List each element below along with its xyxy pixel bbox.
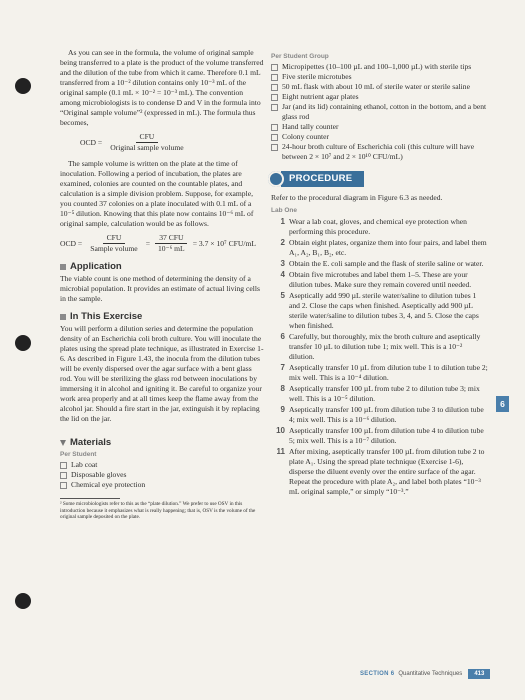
checkbox-icon — [271, 104, 278, 111]
paragraph-exercise: You will perform a dilution series and determine the population density of an Escherichia coli broth culture. You will inoculate the plates using the spread plate technique, as illustrated in Exercise 1-6. As described in Figure 1.43, the inocula from the dilution tubes will be evenly dispersed over the agar surface with a bent glass rod. You will be sterilizing the glass rod between inoculations by immersing it in alcohol and igniting it. Be careful to organize your work area properly and at all times keep the flame away from the alcohol jar. Should a fire start in the jar, extinguish it by replacing the lid on the jar. — [60, 324, 264, 423]
checklist-item — [271, 142, 489, 162]
step-text: Carefully, but thoroughly, mix the broth culture and aseptically transfer 10 µL to dilution tube 1; mix well. This is a 10⁻² dilution. — [289, 332, 481, 361]
checkbox-icon — [60, 472, 67, 479]
item-text: Disposable gloves — [71, 470, 127, 479]
step-text: Aseptically transfer 10 µL from dilution tube 1 to dilution tube 2; mix well. This is a 10⁻⁴ dilution. — [289, 363, 488, 382]
step-text: Aseptically transfer 100 µL from dilution tube 3 to dilution tube 4; mix well. This is a 10⁻⁶ dilution. — [289, 405, 484, 424]
step-text: Obtain the E. coli sample and the flask of sterile saline or water. — [289, 259, 484, 268]
checklist-item — [271, 122, 489, 132]
paragraph-application: The viable count is one method of determining the density of a microbial population. It provides an estimate of actual living cells in the sample. — [60, 274, 260, 303]
formula-example — [60, 233, 265, 254]
step-number: 3 — [280, 259, 285, 268]
formula-lhs: OCD = — [80, 137, 103, 147]
item-text: Chemical eye protection — [71, 480, 146, 489]
checkbox-icon — [271, 94, 278, 101]
item-text: Colony counter — [282, 132, 330, 141]
heading-in-this-exercise — [60, 312, 265, 322]
checkbox-icon — [60, 482, 67, 489]
checklist-item — [271, 132, 489, 142]
step-number: 6 — [280, 332, 285, 341]
step-number: 2 — [280, 238, 285, 247]
footer-section: SECTION 6 — [360, 671, 395, 677]
checkbox-icon — [271, 144, 278, 151]
procedure-step — [271, 405, 489, 425]
step-number: 4 — [280, 270, 285, 279]
heading-text: Application — [70, 261, 122, 272]
square-bullet-icon — [60, 314, 66, 320]
checkbox-icon — [271, 124, 278, 131]
item-text: Eight nutrient agar plates — [282, 92, 359, 101]
item-text: 24-hour broth culture of Escherichia coli (this culture will have between 2 × 10⁷ and 2 × 10¹⁰ CFU/mL) — [282, 142, 475, 161]
per-student-label: Per Student — [60, 451, 97, 458]
step-text: Wear a lab coat, gloves, and chemical eye protection when performing this procedure. — [289, 217, 467, 236]
numerator: CFU — [103, 233, 126, 244]
fraction — [154, 233, 189, 254]
footnote: ² Some microbiologists refer to this as the “plate dilution.” We prefer to use OSV in this introduction because it emphasizes what is really happening; that is, OSV is the volume of the original sample deposited on the plate. — [60, 501, 256, 521]
denominator: Original sample volume — [110, 143, 184, 152]
square-bullet-icon — [60, 264, 66, 270]
step-number: 11 — [276, 447, 285, 456]
heading-application — [60, 262, 265, 272]
section-tab: 6 — [496, 396, 509, 412]
procedure-step — [271, 217, 489, 237]
heading-materials — [60, 438, 265, 448]
checklist-item — [271, 92, 489, 102]
fraction — [106, 132, 187, 153]
procedure-intro: Refer to the procedural diagram in Figure 6.3 as needed. — [271, 193, 443, 202]
item-text: 50 mL flask with about 10 mL of sterile water or sterile saline — [282, 82, 470, 91]
gear-icon — [268, 171, 284, 187]
fraction — [86, 233, 141, 254]
step-text: Aseptically transfer 100 µL from dilution tube 4 to dilution tube 5; mix well. This is a 10⁻⁷ dilution. — [289, 426, 484, 445]
step-text: Aseptically add 990 µL sterile water/saline to dilution tubes 1 and 2. Close the caps when finished. Aseptically add 900 µL sterile water/saline to dilution tubes 3, 4, and 5. Close the caps when finished. — [289, 291, 479, 330]
footer-title: Quantitative Techniques — [398, 671, 463, 677]
paragraph-formula-intro: As you can see in the formula, the volume of original sample being transferred to a plate is the product of the volume transferred and the dilution of the tube from which it came. Therefore 0.1 mL transferred from a 10⁻² dilution contains only 10⁻³ mL of the original sample (0.1 mL × 10⁻² = 10⁻³ mL). The convention among microbiologists is to condense D and V in the formula into “Original sample volume”² (expressed in mL). The formula thus becomes, — [60, 48, 264, 127]
heading-text: In This Exercise — [70, 311, 143, 322]
checklist-item — [60, 480, 265, 490]
procedure-step — [271, 259, 489, 269]
item-text: Jar (and its lid) containing ethanol, cotton in the bottom, and a bent glass rod — [282, 102, 487, 121]
procedure-banner — [268, 171, 489, 187]
procedure-step — [271, 332, 489, 362]
item-text: Five sterile microtubes — [282, 72, 352, 81]
checklist-item — [60, 460, 265, 470]
step-text: After mixing, aseptically transfer 100 µL from dilution tube 2 to plate A₁. Using the spread plate technique (Exercise 1-6), disperse the diluent evenly over the entire surface of the agar. Repeat the procedure with plate A₂, and label both plates “10⁻³ mL original sample,” or simply “10⁻³.” — [289, 447, 485, 496]
formula-lhs: OCD = — [60, 238, 83, 248]
checkbox-icon — [271, 64, 278, 71]
procedure-title: PROCEDURE — [281, 171, 364, 187]
group-materials-list — [271, 62, 489, 162]
step-number: 1 — [280, 217, 285, 226]
denominator: Sample volume — [90, 244, 138, 253]
checkbox-icon — [271, 74, 278, 81]
procedure-steps — [271, 217, 489, 497]
step-number: 7 — [280, 363, 285, 372]
step-text: Obtain five microtubes and label them 1–5. These are your dilution tubes. Make sure they remain covered until needed. — [289, 270, 472, 289]
item-text: Micropipettes (10–100 µL and 100–1,000 µL) with sterile tips — [282, 62, 472, 71]
binder-hole — [15, 78, 31, 94]
denominator: 10⁻⁶ mL — [157, 244, 185, 253]
lab-one-label: Lab One — [271, 207, 298, 214]
step-number: 9 — [280, 405, 285, 414]
step-number: 10 — [276, 426, 285, 435]
page-number: 413 — [468, 669, 490, 679]
checkbox-icon — [271, 134, 278, 141]
procedure-step — [271, 291, 489, 331]
checklist-item — [271, 82, 489, 92]
procedure-step — [271, 270, 489, 290]
step-number: 8 — [280, 384, 285, 393]
item-text: Hand tally counter — [282, 122, 339, 131]
checklist-item — [271, 62, 489, 72]
checklist-item — [271, 102, 489, 122]
left-column — [60, 48, 265, 521]
equals-sign: = — [145, 238, 150, 248]
item-text: Lab coat — [71, 460, 98, 469]
procedure-step — [271, 447, 489, 497]
binder-hole — [15, 593, 31, 609]
binder-hole — [15, 335, 31, 351]
numerator: 37 CFU — [155, 233, 187, 244]
per-group-label: Per Student Group — [271, 53, 329, 60]
step-number: 5 — [280, 291, 285, 300]
step-text: Aseptically transfer 100 µL from tube 2 to dilution tube 3; mix well. This is a 10⁻⁵ dilution. — [289, 384, 480, 403]
page-footer — [360, 669, 490, 679]
paragraph-sample-volume: The sample volume is written on the plate at the time of inoculation. Following a period of incubation, the plates are examined, colonies are counted on the countable plates, and calculation is a simple division problem. Suppose, for example, you counted 37 colonies on a plate inoculated with 0.1 mL of a 10⁻⁵ dilution. Knowing that this plate now contains 10⁻⁶ mL of original sample, calculation would be as follows. — [60, 159, 254, 228]
right-column — [271, 52, 489, 497]
procedure-step — [271, 384, 489, 404]
heading-text: Materials — [70, 437, 112, 448]
formula-ocd — [80, 132, 265, 153]
checklist-item — [271, 72, 489, 82]
checklist-item — [60, 470, 265, 480]
student-materials-list — [60, 460, 265, 490]
triangle-bullet-icon — [60, 440, 66, 446]
checkbox-icon — [271, 84, 278, 91]
numerator: CFU — [136, 132, 159, 143]
procedure-step — [271, 238, 489, 258]
procedure-step — [271, 426, 489, 446]
procedure-step — [271, 363, 489, 383]
footnote-rule — [60, 498, 120, 499]
formula-result: = 3.7 × 10⁷ CFU/mL — [192, 238, 257, 248]
step-text: Obtain eight plates, organize them into four pairs, and label them A₁, A₂, B₁, B₂, etc. — [289, 238, 487, 257]
checkbox-icon — [60, 462, 67, 469]
